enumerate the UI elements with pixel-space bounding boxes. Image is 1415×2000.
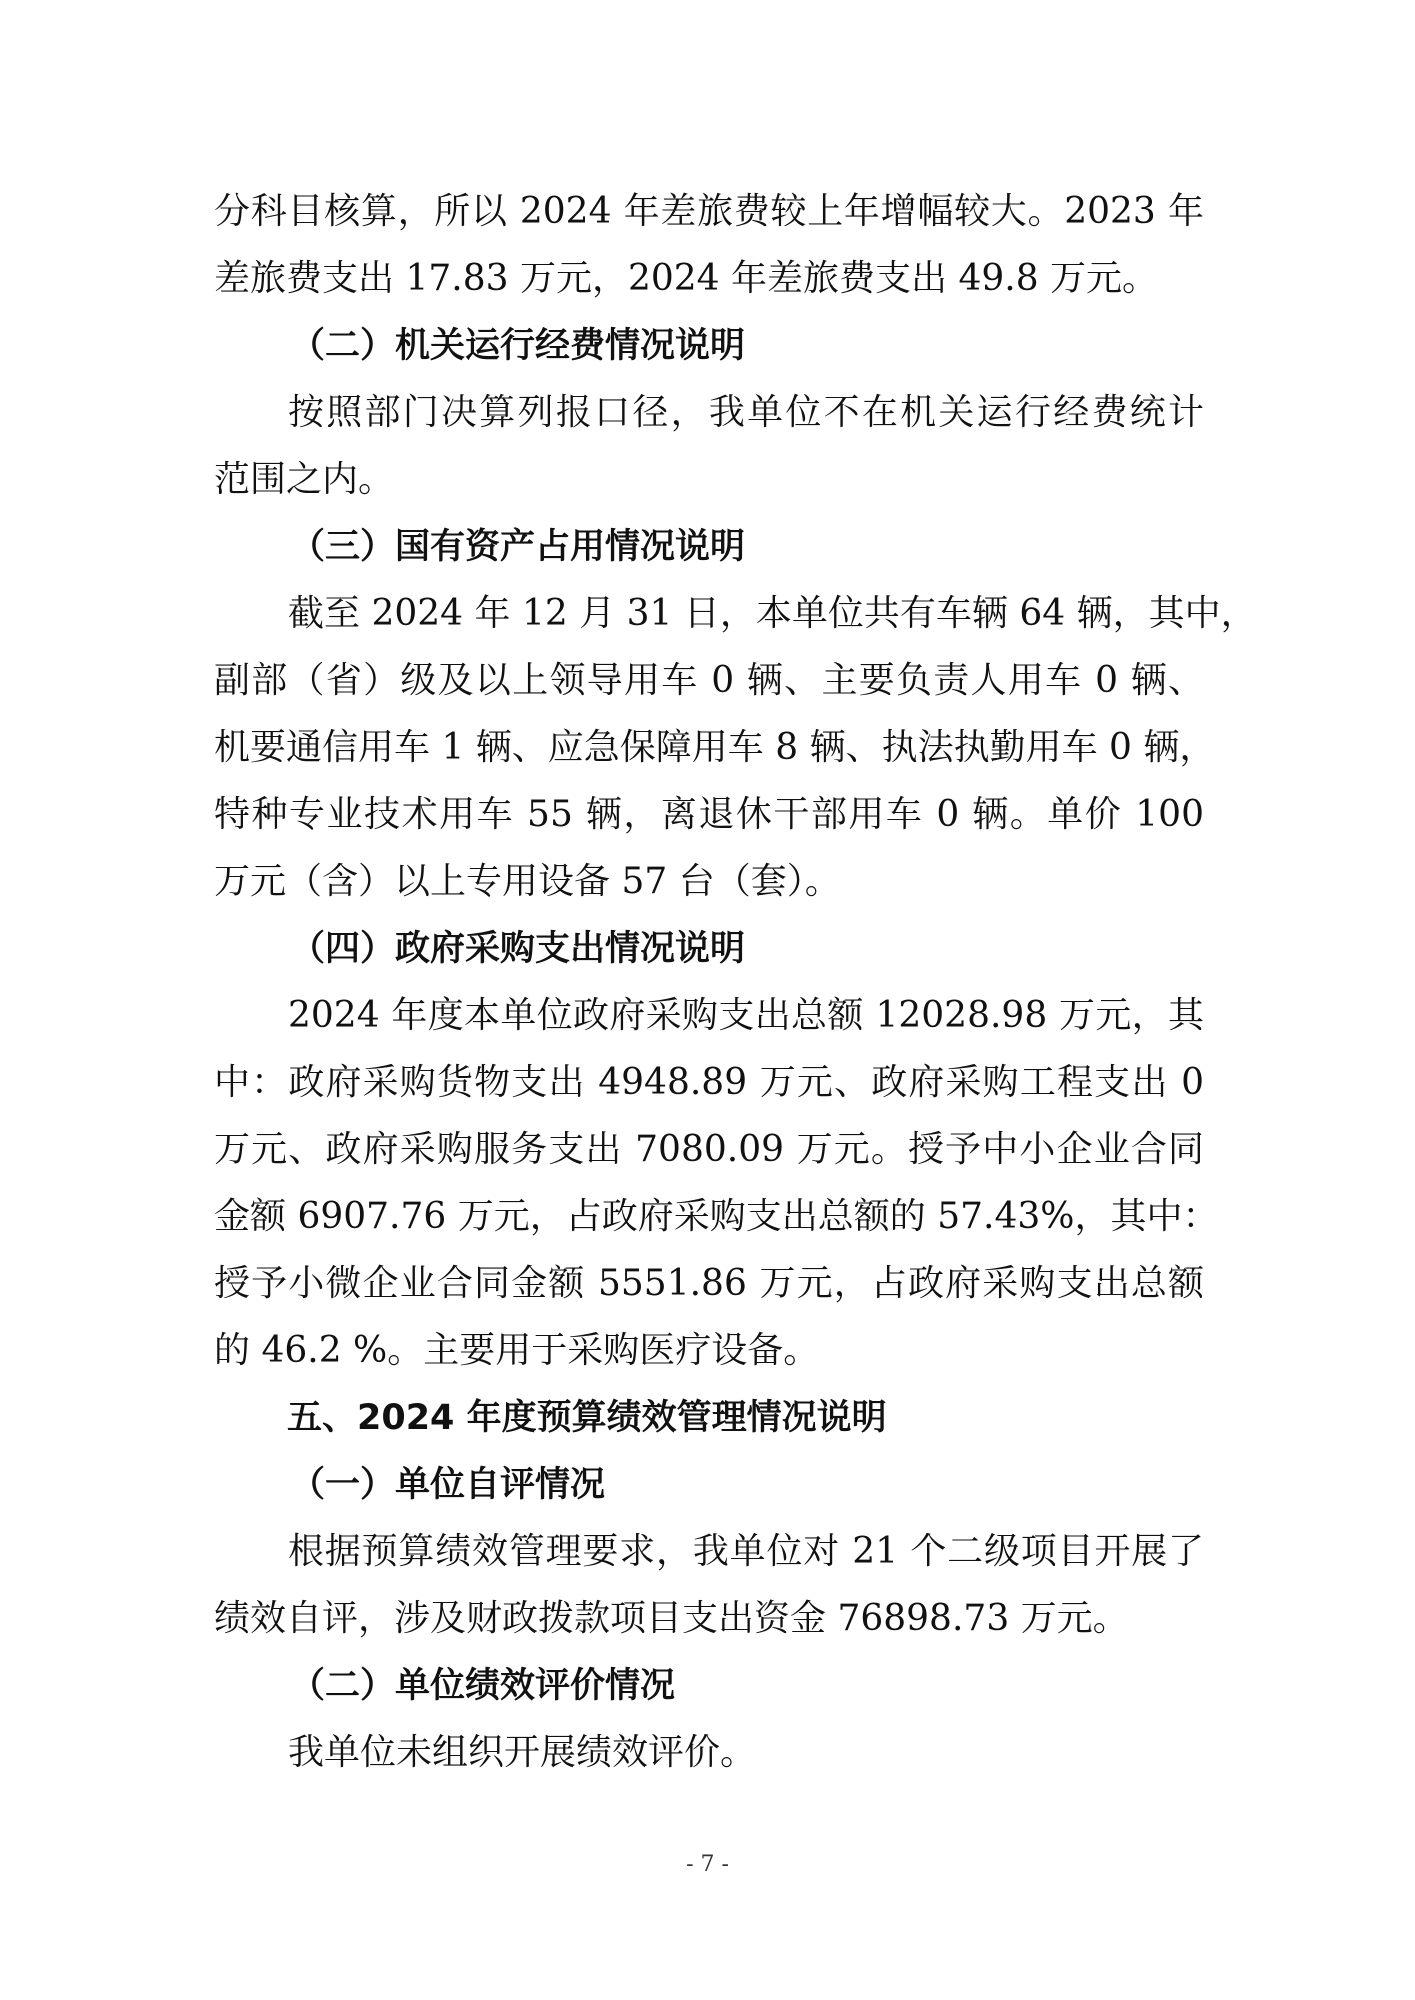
body-text-line: 的 46.2 %。主要用于采购医疗设备。 bbox=[214, 1330, 820, 1371]
section-heading: （二）单位绩效评价情况 bbox=[290, 1666, 676, 1706]
chapter-heading: 五、2024 年度预算绩效管理情况说明 bbox=[287, 1398, 887, 1438]
body-text-line: 机要通信用车 1 辆、应急保障用车 8 辆、执法执勤用车 0 辆， bbox=[214, 727, 1216, 768]
body-text-line: 万元（含）以上专用设备 57 台（套）。 bbox=[214, 861, 841, 902]
body-text-line: 金额 6907.76 万元，占政府采购支出总额的 57.43%，其中： bbox=[214, 1196, 1219, 1237]
body-text-line: 绩效自评，涉及财政拨款项目支出资金 76898.73 万元。 bbox=[214, 1598, 1129, 1639]
body-text-line: 截至 2024 年 12 月 31 日，本单位共有车辆 64 辆，其中， bbox=[288, 593, 1257, 634]
body-text-line: 根据预算绩效管理要求，我单位对 21 个二级项目开展了 bbox=[288, 1531, 1204, 1572]
body-text-line: 中：政府采购货物支出 4948.89 万元、政府采购工程支出 0 bbox=[214, 1062, 1204, 1103]
body-text-line: 分科目核算，所以 2024 年差旅费较上年增幅较大。2023 年 bbox=[214, 191, 1204, 232]
body-text-line: 差旅费支出 17.83 万元，2024 年差旅费支出 49.8 万元。 bbox=[214, 258, 1159, 299]
body-text-line: 2024 年度本单位政府采购支出总额 12028.98 万元，其 bbox=[288, 995, 1204, 1036]
body-text-line: 按照部门决算列报口径，我单位不在机关运行经费统计 bbox=[288, 392, 1204, 433]
body-text-line: 副部（省）级及以上领导用车 0 辆、主要负责人用车 0 辆、 bbox=[214, 660, 1204, 701]
body-text-line: 特种专业技术用车 55 辆，离退休干部用车 0 辆。单价 100 bbox=[214, 794, 1204, 835]
body-text-line: 万元、政府采购服务支出 7080.09 万元。授予中小企业合同 bbox=[214, 1129, 1204, 1170]
section-heading: （二）机关运行经费情况说明 bbox=[290, 326, 746, 366]
section-heading: （三）国有资产占用情况说明 bbox=[290, 527, 746, 567]
body-text-line: 范围之内。 bbox=[214, 459, 395, 500]
body-text-line: 授予小微企业合同金额 5551.86 万元，占政府采购支出总额 bbox=[214, 1263, 1204, 1304]
body-text-line: 我单位未组织开展绩效评价。 bbox=[288, 1732, 757, 1773]
page-number: - 7 - bbox=[686, 1852, 729, 1877]
section-heading: （一）单位自评情况 bbox=[290, 1465, 606, 1505]
section-heading: （四）政府采购支出情况说明 bbox=[290, 929, 746, 969]
